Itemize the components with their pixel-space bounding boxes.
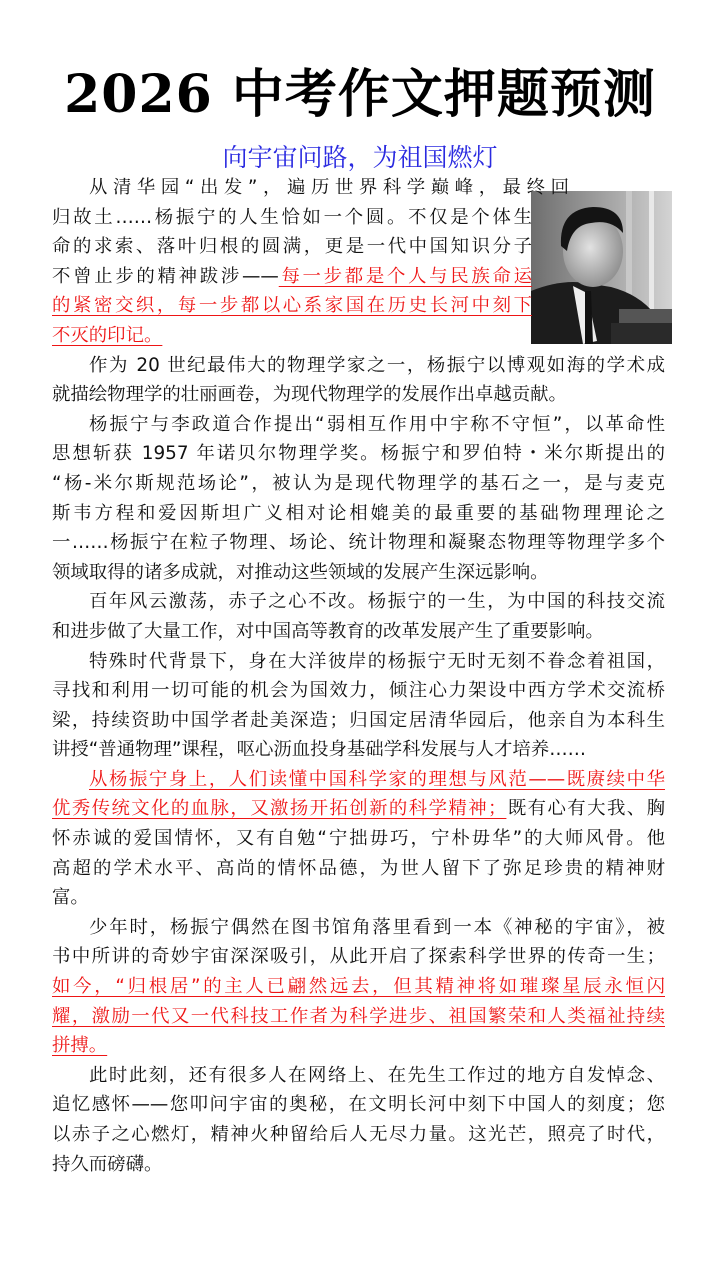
- text-line: [52, 380, 665, 410]
- body-text: 斯韦方程和爱因斯坦广义相对论相媲美的最重要的基础物理理论之: [52, 502, 665, 524]
- highlighted-text: 每一步都是个人与民族命运: [278, 265, 532, 287]
- text-line: [52, 203, 532, 233]
- text-line: [52, 232, 532, 262]
- highlighted-text: 如今，“归根居”的主人已翩然远去，但其精神将如璀璨星辰永恒闪: [52, 976, 665, 998]
- text-line: [52, 1031, 665, 1061]
- body-text: 和进步做了大量工作，对中国高等教育的改革发展产生了重要影响。: [52, 620, 604, 642]
- body-text: 命的求索、落叶归根的圆满，更是一代中国知识分子: [52, 236, 532, 258]
- body-text: 就描绘物理学的壮丽画卷，为现代物理学的发展作出卓越贡献。: [52, 384, 567, 406]
- body-text: 思想斩获 1957 年诺贝尔物理学奖。杨振宁和罗伯特・米尔斯提出的: [52, 443, 665, 465]
- text-line: [52, 1090, 665, 1120]
- text-line: [52, 321, 532, 351]
- body-text: 怀赤诚的爱国情怀，又有自勉“宁拙毋巧，宁朴毋华”的大师风骨。他: [52, 828, 665, 850]
- body-text: 少年时，杨振宁偶然在图书馆角落里看到一本《神秘的宇宙》，被: [89, 916, 665, 938]
- body-text: 领域取得的诸多成就，对推动这些领域的发展产生深远影响。: [52, 561, 549, 583]
- text-line: [52, 647, 665, 677]
- text-line: [52, 854, 665, 884]
- body-text: 此时此刻，还有很多人在网络上、在先生工作过的地方自发悼念、: [89, 1064, 665, 1086]
- body-text: 追忆感怀——您叩问宇宙的奥秘，在文明长河中刻下中国人的刻度；您: [52, 1094, 665, 1116]
- text-line: [52, 765, 665, 795]
- highlighted-text: 的紧密交织，每一步都以心系家国在历史长河中刻下: [52, 295, 532, 317]
- text-line: [52, 262, 532, 292]
- text-line: [52, 499, 665, 529]
- text-line: [52, 469, 665, 499]
- text-line: [52, 1002, 665, 1032]
- body-text: 百年风云激荡，赤子之心不改。杨振宁的一生，为中国的科技交流: [89, 591, 665, 613]
- body-text: 书中所讲的奇妙宇宙深深吸引，从此开启了探索科学世界的传奇一生；: [52, 946, 665, 968]
- body-text: “杨-米尔斯规范场论”，被认为是现代物理学的基石之一，是与麦克: [52, 472, 665, 494]
- highlighted-text: 从杨振宁身上，人们读懂中国科学家的理想与风范——既赓续中华: [89, 768, 665, 790]
- text-line: [52, 410, 665, 440]
- text-line: [52, 291, 532, 321]
- body-text: 讲授“普通物理”课程，呕心沥血投身基础学科发展与人才培养……: [52, 739, 586, 761]
- page-title: 2026 中考作文押题预测: [64, 64, 656, 125]
- text-line: [52, 972, 665, 1002]
- text-line: [52, 1120, 665, 1150]
- text-line: [52, 706, 665, 736]
- highlighted-text: 拼搏。: [52, 1035, 108, 1057]
- body-text: 以赤子之心燃灯，精神火种留给后人无尽力量。这光芒，照亮了时代，: [52, 1124, 665, 1145]
- text-line: [52, 676, 665, 706]
- highlighted-text: 不灭的印记。: [52, 324, 163, 346]
- text-line: [52, 794, 665, 824]
- body-text: 杨振宁与李政道合作提出“弱相互作用中宇称不守恒”，以革命性: [89, 413, 665, 435]
- highlighted-text: 优秀传统文化的血脉，又激扬开拓创新的科学精神；: [52, 798, 507, 820]
- body-text: 富。: [52, 887, 89, 909]
- body-text: 特殊时代背景下，身在大洋彼岸的杨振宁无时无刻不眷念着祖国，: [89, 650, 665, 672]
- text-line: [52, 558, 665, 588]
- body-text: 既有心有大我、胸: [506, 798, 665, 820]
- text-line: [52, 824, 665, 854]
- text-line: [52, 883, 665, 913]
- text-line: [52, 913, 665, 943]
- text-line: [52, 617, 665, 647]
- body-text: 梁，持续资助中国学者赴美深造；归国定居清华园后，他亲自为本科生: [52, 709, 665, 731]
- body-text: 作为 20 世纪最伟大的物理学家之一，杨振宁以博观如海的学术成: [89, 354, 665, 376]
- body-text: 归故土……杨振宁的人生恰如一个圆。不仅是个体生: [52, 206, 532, 228]
- text-line: [52, 439, 665, 469]
- text-line: [52, 528, 665, 558]
- text-line: [52, 942, 665, 972]
- body-text: 持久而磅礴。: [52, 1153, 163, 1175]
- text-line: [52, 1150, 665, 1180]
- body-text: 高超的学术水平、高尚的情怀品德，为世人留下了弥足珍贵的精神财: [52, 857, 665, 879]
- text-line: [52, 351, 665, 381]
- essay-title: 向宇宙问路，为祖国燃灯: [222, 143, 498, 172]
- body-text: 从清华园“出发”，遍历世界科学巅峰，最终回: [89, 177, 569, 198]
- essay-body: [52, 173, 665, 1179]
- body-text: 不曾止步的精神跋涉——: [52, 265, 279, 287]
- text-line: [52, 735, 665, 765]
- text-line: [52, 1061, 665, 1091]
- text-line: [52, 173, 569, 203]
- text-line: [52, 587, 665, 617]
- body-text: 一……杨振宁在粒子物理、场论、统计物理和凝聚态物理等物理学多个: [52, 532, 665, 554]
- highlighted-text: 耀，激励一代又一代科技工作者为科学进步、祖国繁荣和人类福祉持续: [52, 1005, 665, 1027]
- body-text: 寻找和利用一切可能的机会为国效力，倾注心力架设中西方学术交流桥: [52, 680, 665, 702]
